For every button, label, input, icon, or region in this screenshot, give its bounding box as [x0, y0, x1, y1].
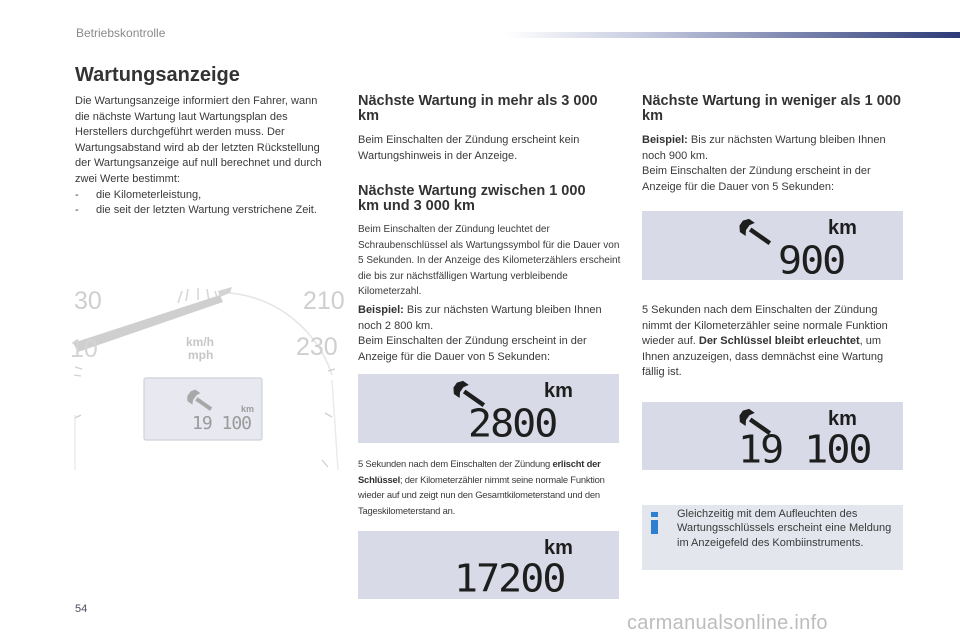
page-number: 54: [75, 603, 88, 615]
text-after-end: , um Ihnen anzuzeigen, dass demnächst eine Wartung fällig ist.: [642, 335, 884, 379]
speedometer-graphic: [70, 285, 340, 470]
display-19100: [642, 402, 903, 470]
example-between: [358, 303, 616, 365]
example-paragraph: [642, 133, 904, 164]
display-value: 900: [778, 239, 845, 283]
tick-label-230: 230: [296, 333, 338, 361]
header-bar: [505, 32, 960, 38]
heading-more-than-3000: Nächste Wartung in mehr als 3 000 km: [358, 93, 598, 124]
text-after-start: 5 Sekunden nach dem Einschalten der Zündung nimmt der Kilometerzähler seine normale Funktion wieder auf.: [642, 304, 888, 348]
example-label: Beispiel:: [642, 134, 688, 146]
display-value: 2800: [468, 402, 557, 446]
caption-after-5s: [358, 456, 628, 518]
speedometer-illustration: [70, 285, 345, 470]
speed-unit-mph: mph: [188, 348, 214, 362]
tick-label-10: 10: [70, 335, 98, 363]
text-more-than-3000: Beim Einschalten der Zündung erscheint kein Wartungshinweis in der Anzeige.: [358, 134, 580, 162]
ignition-text: Beim Einschalten der Zündung erscheint in der Anzeige für die Dauer von 5 Sekunden:: [358, 335, 587, 363]
example-label: Beispiel:: [358, 304, 404, 316]
intro-list: [75, 188, 325, 219]
speed-unit-kmh: km/h: [186, 335, 215, 349]
section-label: Betriebskontrolle: [76, 26, 166, 40]
caption-start: 5 Sekunden nach dem Einschalten der Zündung: [358, 458, 553, 469]
text-after-5s: [642, 303, 904, 381]
info-icon: [648, 512, 662, 534]
text-after-bold: Der Schlüssel bleibt erleuchtet: [698, 335, 860, 348]
example-less: [642, 133, 904, 195]
heading-less-than-1000: Nächste Wartung in weniger als 1 000 km: [642, 93, 901, 124]
display-unit: km: [828, 408, 857, 430]
lcd-unit: km: [241, 404, 255, 414]
caption-bold: erlischt der Schlüssel: [358, 458, 601, 485]
watermark: carmanualsonline.info: [627, 612, 828, 634]
tick-label-210: 210: [303, 287, 345, 315]
example-paragraph: [358, 303, 616, 334]
ignition-text: Beim Einschalten der Zündung erscheint in der Anzeige für die Dauer von 5 Sekunden:: [642, 165, 871, 193]
text-between-1000-3000: Beim Einschalten der Zündung leuchtet der Schraubenschlüssel als Wartungssymbol für die Dauer von 5 Sekunden. In der Anzeige des Kilometerzählers erscheint die bis zur nächstfälligen Wartung verbleibende Kilometerzahl.: [358, 224, 621, 298]
display-value: 17200: [454, 557, 565, 601]
example-text: Bis zur nächsten Wartung bleiben Ihnen noch 2 800 km.: [358, 304, 602, 332]
list-item: - die seit der letzten Wartung verstrichene Zeit.: [75, 203, 325, 219]
info-box: [642, 505, 903, 570]
display-900: [642, 211, 903, 283]
display-17200: [358, 531, 619, 599]
lcd-odometer: 19 100: [192, 413, 252, 434]
display-value: 19 100: [738, 428, 871, 472]
display-2800: [358, 374, 619, 446]
example-text: Bis zur nächsten Wartung bleiben Ihnen noch 900 km.: [642, 134, 886, 162]
display-unit: km: [828, 217, 857, 239]
caption-end: ; der Kilometerzähler nimmt seine normale Funktion wieder auf und zeigt nun den Gesamtkilometerstand und den Tageskilometerstand an.: [358, 473, 605, 516]
intro-text: [75, 94, 325, 219]
list-item: - die Kilometerleistung,: [75, 188, 325, 204]
info-text: Gleichzeitig mit dem Aufleuchten des Wartungsschlüssels erscheint eine Meldung im Anzeigefeld des Kombiinstruments.: [677, 508, 892, 549]
display-unit: km: [544, 380, 573, 402]
display-unit: km: [544, 537, 573, 559]
heading-between-1000-3000: Nächste Wartung zwischen 1 000 km und 3 000 km: [358, 183, 586, 214]
intro-paragraph: Die Wartungsanzeige informiert den Fahrer, wann die nächste Wartung laut Wartungsplan des Herstellers durchgeführt werden muss. Der Wartungsabstand wird ab der letzten Rückstellung der Wartungsanzeige auf null berechnet und durch zwei Werte bestimmt:: [75, 95, 322, 185]
page-title: Wartungsanzeige: [75, 64, 240, 86]
tick-label-30: 30: [74, 287, 102, 315]
